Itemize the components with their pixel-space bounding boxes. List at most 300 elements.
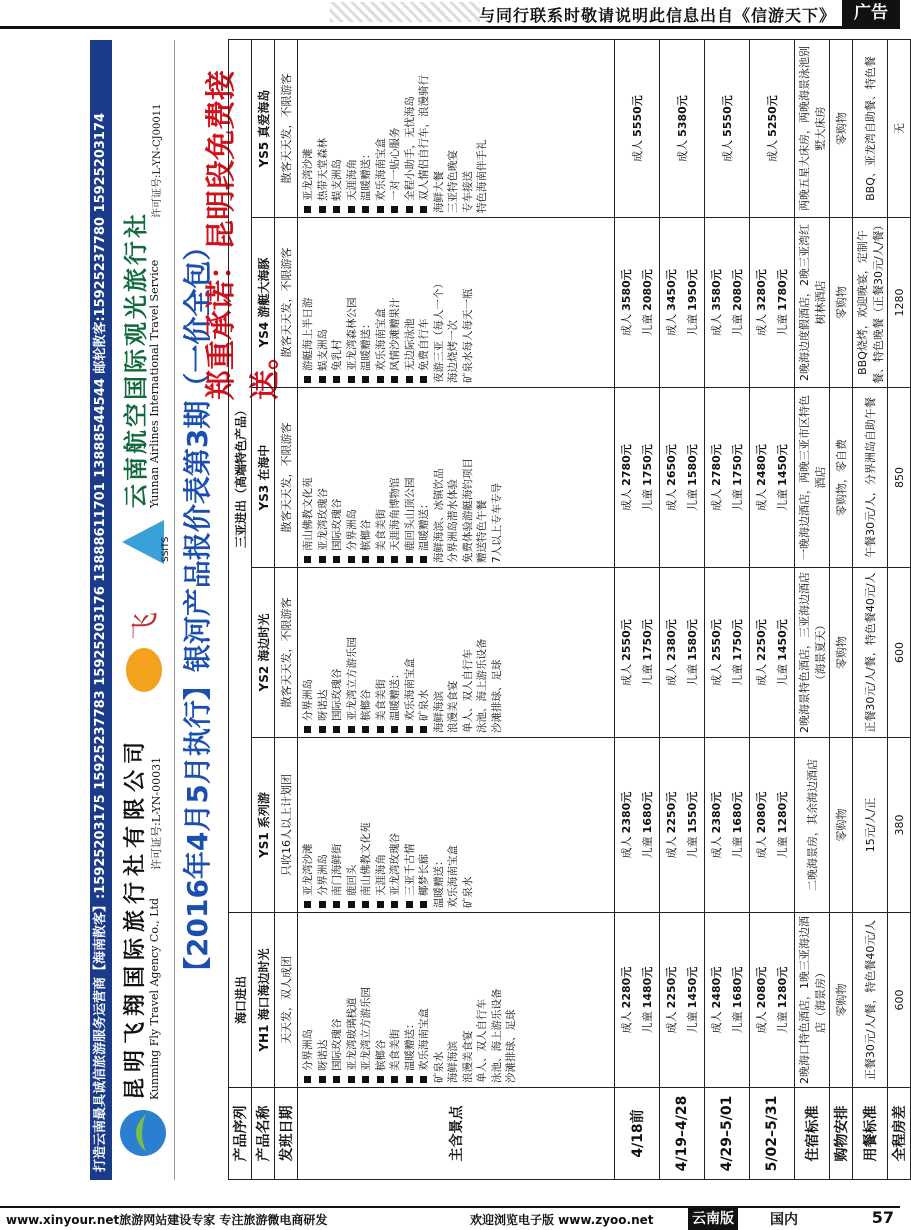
- adult-value: 2250: [665, 977, 678, 1009]
- bullet-icon: [348, 1076, 355, 1083]
- adult-value: 2480: [710, 977, 723, 1009]
- attraction-text: 欢乐海南宝盒: [447, 845, 459, 908]
- attraction-item: [432, 44, 447, 213]
- unit-label: 元: [710, 791, 723, 803]
- attraction-text: 温暖赠送：: [389, 668, 401, 721]
- child-value: 1680: [641, 802, 654, 834]
- bullet-icon: [348, 726, 355, 733]
- attraction-text: 夜游三亚（每人一个）: [432, 278, 445, 383]
- child-value: 1480: [641, 977, 654, 1009]
- attraction-item: [345, 572, 360, 733]
- adult-price: [627, 43, 648, 214]
- attraction-item: [417, 392, 432, 563]
- attraction-item: [330, 572, 345, 733]
- adult-value: 2250: [665, 802, 678, 834]
- child-label: 儿童: [641, 488, 654, 511]
- attraction-text: 矿泉水: [461, 876, 474, 908]
- attraction-item: [446, 44, 461, 213]
- child-label: 儿童: [776, 836, 789, 859]
- bullet-icon: [377, 376, 384, 383]
- row-label: 产品名称: [252, 1088, 275, 1180]
- adult-label: 成人: [665, 836, 678, 859]
- attraction-item: [432, 392, 447, 563]
- unit-label: 元: [630, 95, 644, 107]
- attraction-item: [432, 222, 447, 383]
- unit-label: 元: [686, 791, 699, 803]
- attraction-item: [475, 917, 490, 1083]
- adult-label: 成人: [620, 663, 633, 686]
- product-dates: 散客天天发，不限游客: [275, 40, 298, 218]
- price-cell: [660, 40, 705, 218]
- child-value: 1550: [686, 802, 699, 834]
- row-meals: [853, 40, 888, 1180]
- attraction-item: [330, 44, 345, 213]
- adult-value: 5250: [765, 106, 779, 137]
- bullet-icon: [362, 901, 369, 908]
- bullet-icon: [391, 206, 398, 213]
- child-price: [637, 741, 658, 909]
- hotel-cell: 2晚海口特色酒店，1晚三亚海边酒店（海景房）: [795, 913, 830, 1088]
- attraction-text: 亚龙湾玻璃栈道: [345, 997, 358, 1071]
- attraction-text: 槟榔谷: [360, 689, 372, 721]
- logo-band: [112, 40, 175, 1180]
- bullet-icon: [304, 726, 311, 733]
- attraction-item: [461, 742, 476, 908]
- attraction-text: 呀诺达: [316, 1039, 329, 1071]
- bullet-icon: [348, 901, 355, 908]
- date-label: 4/29–5/01: [705, 1088, 750, 1180]
- attraction-item: [345, 917, 360, 1083]
- unit-label: 元: [731, 269, 744, 281]
- attraction-text: 7人以上专车专导: [490, 482, 503, 563]
- attraction-text: 国际玫瑰谷: [331, 668, 343, 721]
- attraction-text: 矿泉水: [432, 1051, 445, 1083]
- unit-label: 元: [776, 444, 789, 456]
- child-price: [682, 221, 703, 384]
- attraction-item: [330, 917, 345, 1083]
- product-dates: 散客天天发，不限游客: [275, 218, 298, 388]
- attraction-text: 南山佛教文化苑: [302, 477, 314, 551]
- child-label: 儿童: [731, 836, 744, 859]
- date-label: 4/18前: [615, 1088, 660, 1180]
- price-cell: [705, 568, 750, 738]
- bullet-icon: [304, 1076, 311, 1083]
- price-cell: [660, 913, 705, 1088]
- attraction-text: 三亚千古情: [403, 843, 416, 896]
- attraction-text: 无边际泳池: [403, 318, 416, 371]
- bullet-icon: [420, 901, 427, 908]
- company1-logo-icon: [116, 1106, 170, 1160]
- attraction-text: 天涯海角: [374, 854, 387, 896]
- attraction-text: 呀诺达: [316, 689, 329, 721]
- hotel-cell: 2晚海边度假酒店，2晚三亚湾红树林酒店: [795, 218, 830, 388]
- unit-label: 元: [731, 619, 744, 631]
- attraction-item: [461, 392, 476, 563]
- bullet-icon: [319, 726, 326, 733]
- date-label: 4/19–4/28: [660, 1088, 705, 1180]
- unit-label: 元: [620, 791, 633, 803]
- row-attractions: [298, 40, 615, 1180]
- attraction-text: 双人情侣自行车，浪漫骑行: [418, 75, 430, 201]
- row-label: 产品序列: [229, 1088, 252, 1180]
- price-cell: [615, 388, 660, 568]
- adult-label: 成人: [755, 1011, 768, 1034]
- mascot-icon: [114, 590, 172, 710]
- adult-label: 成人: [665, 488, 678, 511]
- child-price: [727, 221, 748, 384]
- bullet-icon: [362, 206, 369, 213]
- adult-price: [661, 741, 682, 909]
- unit-label: 元: [765, 95, 779, 107]
- row-label: 发班日期: [275, 1088, 298, 1180]
- attraction-item: [374, 44, 389, 213]
- attraction-item: [330, 742, 345, 908]
- attraction-item: [374, 392, 389, 563]
- attraction-item: [359, 572, 374, 733]
- child-label: 儿童: [776, 313, 789, 336]
- child-value: 1750: [731, 630, 744, 661]
- adult-price: [751, 916, 772, 1084]
- single-cell: 850: [888, 388, 911, 568]
- bullet-icon: [420, 726, 427, 733]
- adult-label: 成人: [765, 139, 779, 162]
- adult-label: 成人: [710, 663, 723, 686]
- bullet-icon: [362, 1076, 369, 1083]
- unit-label: 元: [755, 619, 768, 631]
- attraction-item: [374, 222, 389, 383]
- adult-price: [616, 571, 637, 734]
- child-price: [682, 571, 703, 734]
- unit-label: 元: [731, 791, 744, 803]
- adult-value: 3580: [620, 280, 633, 311]
- price-cell: [750, 40, 795, 218]
- attraction-text: 免费自行车: [418, 318, 430, 371]
- unit-label: 元: [686, 444, 699, 456]
- attraction-text: 赠送特色午餐: [476, 500, 488, 563]
- row-label: 用餐标准: [853, 1088, 888, 1180]
- attraction-item: [316, 742, 331, 908]
- bullet-icon: [391, 556, 398, 563]
- attraction-text: 海边烧烤一次: [447, 320, 459, 383]
- attractions-cell: [298, 913, 615, 1088]
- unit-label: 元: [776, 966, 789, 978]
- attraction-item: [388, 222, 403, 383]
- attraction-item: [403, 742, 418, 908]
- bullet-icon: [377, 726, 384, 733]
- row-price: [750, 40, 795, 1180]
- product-name: YH1 海口海边时光: [252, 913, 275, 1088]
- single-cell: 600: [888, 913, 911, 1088]
- row-price: [660, 40, 705, 1180]
- attraction-text: 海鲜大餐: [432, 171, 445, 213]
- promise-text: 郑重承诺：昆明段免费接送。: [204, 70, 283, 400]
- price-cell: [660, 738, 705, 913]
- svg-text:SSITS: SSITS: [161, 536, 171, 562]
- attraction-text: 温暖赠送：: [418, 498, 430, 551]
- attraction-text: 温暖赠送：: [403, 1018, 416, 1071]
- unit-label: 元: [720, 95, 734, 107]
- attraction-text: 欢乐海南宝盒: [374, 308, 387, 371]
- bullet-icon: [406, 206, 413, 213]
- rotated-content: [90, 40, 908, 1180]
- attraction-text: 亚龙湾沙滩: [302, 843, 314, 896]
- bullet-icon: [362, 376, 369, 383]
- footer-right: 欢迎浏览电子版 www.zyoo.net: [470, 1213, 654, 1227]
- adult-price: [751, 571, 772, 734]
- hotel-cell: 2晚海景特色酒店，三亚海边酒店（海景夏天）: [795, 568, 830, 738]
- attraction-text: 天涯海角博物馆: [389, 477, 401, 551]
- unit-label: 元: [686, 966, 699, 978]
- child-price: [682, 391, 703, 564]
- product-name: YS3 在海中: [252, 388, 275, 568]
- child-value: 1280: [776, 977, 789, 1009]
- attraction-text: 鹿回头山顶公园: [403, 477, 416, 551]
- meals-cell: 正餐30元/人/餐，特色餐40元/人: [853, 568, 888, 738]
- company1-name: 昆明飞翔国际旅行社有限公司: [122, 735, 148, 1100]
- child-label: 儿童: [641, 313, 654, 336]
- adult-value: 2550: [620, 630, 633, 661]
- shopping-cell: 零购物，零自费: [830, 388, 853, 568]
- child-price: [772, 221, 793, 384]
- row-hotel: [795, 40, 830, 1180]
- attraction-text: 温暖赠送：: [432, 855, 445, 908]
- attraction-item: [316, 44, 331, 213]
- price-cell: [705, 388, 750, 568]
- attraction-text: 浪漫美食宴: [447, 680, 459, 733]
- adult-value: 2280: [620, 977, 633, 1009]
- unit-label: 元: [665, 966, 678, 978]
- row-label: 全程房差: [888, 1088, 911, 1180]
- attraction-item: [417, 572, 432, 733]
- adult-price: [616, 221, 637, 384]
- adult-price: [717, 43, 738, 214]
- price-cell: [615, 738, 660, 913]
- adult-value: 2080: [755, 977, 768, 1009]
- attraction-text: 亚龙湾沙滩: [302, 148, 314, 201]
- company2-en: Yunnan Airlines International Travel Service: [148, 259, 161, 508]
- bullet-icon: [348, 206, 355, 213]
- attraction-item: [504, 917, 519, 1083]
- child-price: [727, 391, 748, 564]
- attraction-item: [461, 917, 476, 1083]
- attraction-text: 泳池、海上游乐设备: [476, 638, 488, 733]
- bullet-icon: [377, 901, 384, 908]
- meals-cell: BBQ、亚龙湾自助餐、特色餐: [853, 40, 888, 218]
- attraction-item: [461, 572, 476, 733]
- adult-label: 成人: [710, 1011, 723, 1034]
- child-price: [772, 916, 793, 1084]
- adult-label: 成人: [710, 313, 723, 336]
- adult-price: [672, 43, 693, 214]
- child-label: 儿童: [731, 313, 744, 336]
- adult-value: 2550: [710, 630, 723, 661]
- bullet-icon: [304, 376, 311, 383]
- attraction-item: [301, 222, 316, 383]
- child-label: 儿童: [686, 488, 699, 511]
- hotel-cell: 一晚海边酒店，两晚三亚市区特色酒店: [795, 388, 830, 568]
- row-series: [229, 40, 252, 1180]
- attraction-item: [403, 917, 418, 1083]
- attraction-item: [403, 572, 418, 733]
- attraction-item: [330, 392, 345, 563]
- top-notice: 与同行联系时敬请说明此信息出自《信游天下》: [478, 6, 836, 25]
- unit-label: 元: [620, 966, 633, 978]
- adult-label: 成人: [755, 313, 768, 336]
- attraction-text: 海鲜海滨、冰镇饮品: [432, 468, 445, 563]
- attraction-text: 矿泉水: [418, 689, 430, 721]
- attraction-item: [403, 44, 418, 213]
- attraction-text: 欢乐海南宝盒: [418, 1008, 430, 1071]
- bullet-icon: [377, 556, 384, 563]
- bullet-icon: [391, 376, 398, 383]
- meals-cell: 正餐30元/人/餐，特色餐40元/人: [853, 913, 888, 1088]
- attractions-cell: [298, 218, 615, 388]
- attraction-item: [446, 917, 461, 1083]
- unit-label: 元: [620, 444, 633, 456]
- unit-label: 元: [675, 95, 689, 107]
- price-cell: [705, 738, 750, 913]
- unit-label: 元: [755, 966, 768, 978]
- attraction-text: 欢乐海南宝盒: [403, 658, 416, 721]
- child-price: [772, 571, 793, 734]
- attraction-text: 美食美街: [374, 679, 387, 721]
- attraction-item: [446, 742, 461, 908]
- bullet-icon: [391, 901, 398, 908]
- attraction-item: [388, 392, 403, 563]
- unit-label: 元: [776, 791, 789, 803]
- attraction-item: [461, 44, 476, 213]
- attraction-item: [374, 742, 389, 908]
- attraction-text: 鹿回头: [345, 864, 358, 896]
- attraction-text: 海鲜海滨: [447, 1041, 459, 1083]
- bullet-icon: [362, 726, 369, 733]
- attraction-text: 槟榔谷: [360, 519, 372, 551]
- shopping-cell: 零购物: [830, 913, 853, 1088]
- attraction-text: 一对一贴心服务: [389, 127, 401, 201]
- bullet-icon: [420, 206, 427, 213]
- group-label: 三亚进出（高端特色产品）: [229, 40, 252, 913]
- attraction-item: [490, 392, 505, 563]
- bullet-icon: [348, 556, 355, 563]
- attraction-item: [388, 917, 403, 1083]
- attraction-text: 槟榔谷: [374, 1039, 387, 1071]
- price-cell: [705, 913, 750, 1088]
- child-price: [727, 916, 748, 1084]
- price-cell: [615, 218, 660, 388]
- attraction-item: [359, 222, 374, 383]
- adult-price: [706, 571, 727, 734]
- child-price: [727, 741, 748, 909]
- bullet-icon: [377, 206, 384, 213]
- product-name: YS4 游艇大海豚: [252, 218, 275, 388]
- row-single: [888, 40, 911, 1180]
- adult-price: [661, 391, 682, 564]
- attraction-item: [417, 742, 432, 908]
- unit-label: 元: [710, 444, 723, 456]
- attraction-item: [359, 44, 374, 213]
- adult-price: [751, 741, 772, 909]
- attraction-text: 泳池、海上游乐设备: [490, 988, 503, 1083]
- product-dates: 散客天天发，不限游客: [275, 568, 298, 738]
- adult-label: 成人: [620, 1011, 633, 1034]
- attraction-text: 美食美街: [374, 509, 387, 551]
- adult-value: 5380: [675, 106, 689, 137]
- attraction-text: 亚龙湾森林公园: [345, 297, 358, 371]
- child-label: 儿童: [641, 836, 654, 859]
- attraction-text: 矿泉水每人每天一瓶: [461, 288, 474, 383]
- product-dates: 天天发，双人成团: [275, 913, 298, 1088]
- child-value: 1280: [776, 802, 789, 834]
- row-label: 住宿标准: [795, 1088, 830, 1180]
- bullet-icon: [406, 1076, 413, 1083]
- bullet-icon: [304, 206, 311, 213]
- adult-price: [616, 741, 637, 909]
- adult-price: [706, 916, 727, 1084]
- child-label: 儿童: [776, 488, 789, 511]
- row-shopping: [830, 40, 853, 1180]
- price-cell: [750, 738, 795, 913]
- adult-value: 2250: [755, 630, 768, 661]
- adult-value: 2650: [665, 455, 678, 486]
- child-price: [682, 741, 703, 909]
- hatch-pattern: [330, 2, 480, 22]
- unit-label: 元: [710, 619, 723, 631]
- attraction-item: [330, 222, 345, 383]
- adult-label: 成人: [710, 488, 723, 511]
- attraction-text: 温暖赠送：: [360, 318, 372, 371]
- adult-label: 成人: [755, 836, 768, 859]
- attraction-text: 美食美街: [389, 1029, 401, 1071]
- adult-price: [751, 391, 772, 564]
- hotel-cell: 两晚五星大床房，两晚海景泳池别墅大床房: [795, 40, 830, 218]
- attraction-text: 南门海鲜街: [331, 843, 343, 896]
- unit-label: 元: [641, 966, 654, 978]
- attraction-text: 特色海南伴手礼: [476, 139, 488, 213]
- attraction-item: [388, 572, 403, 733]
- attraction-item: [417, 44, 432, 213]
- attraction-item: [432, 572, 447, 733]
- adult-value: 2380: [665, 630, 678, 661]
- adult-label: 成人: [665, 1011, 678, 1034]
- adult-price: [706, 391, 727, 564]
- attraction-item: [403, 392, 418, 563]
- adult-value: 2380: [710, 802, 723, 834]
- attraction-text: 三亚特色晚宴: [447, 150, 459, 213]
- unit-label: 元: [665, 444, 678, 456]
- child-price: [637, 571, 658, 734]
- attractions-cell: [298, 388, 615, 568]
- adult-value: 2780: [620, 455, 633, 486]
- attraction-text: 亚龙湾立方游乐园: [345, 637, 358, 721]
- bullet-icon: [420, 1076, 427, 1083]
- attraction-item: [316, 572, 331, 733]
- attraction-item: [316, 222, 331, 383]
- adult-price: [706, 221, 727, 384]
- child-price: [727, 571, 748, 734]
- bullet-icon: [333, 376, 340, 383]
- attraction-text: 热带天堂森林: [316, 138, 329, 201]
- bullet-icon: [362, 556, 369, 563]
- attraction-text: 专车接送: [461, 171, 474, 213]
- adult-price: [616, 391, 637, 564]
- child-label: 儿童: [731, 488, 744, 511]
- adult-price: [661, 571, 682, 734]
- bullet-icon: [333, 726, 340, 733]
- child-value: 1950: [686, 280, 699, 311]
- attraction-item: [388, 742, 403, 908]
- adult-label: 成人: [675, 139, 689, 162]
- price-cell: [660, 218, 705, 388]
